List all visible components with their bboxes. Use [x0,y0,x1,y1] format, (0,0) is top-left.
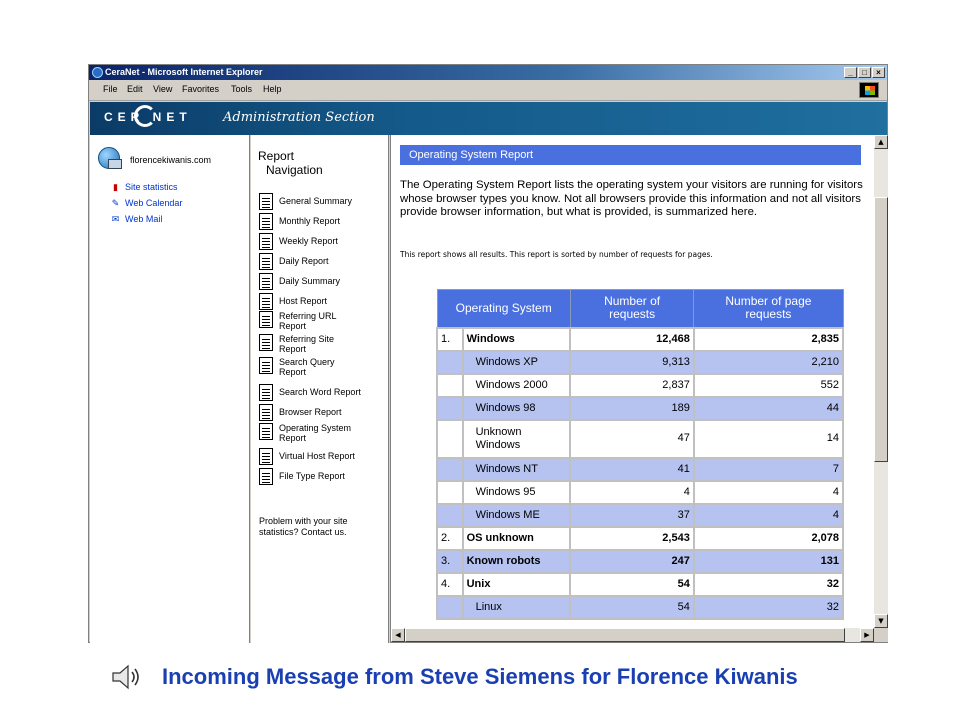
report-navigation [251,135,388,643]
nav-label: General Summary [279,196,353,206]
document-icon [259,213,273,230]
requests-cell: 247 [570,550,693,573]
document-icon [259,404,273,421]
row-index [437,351,463,374]
nav-general-summary[interactable] [259,193,387,210]
ceranet-logo: CER NET [104,110,192,124]
page-requests-cell: 4 [694,504,843,527]
nav-virtual-host-report[interactable] [259,448,387,465]
site-panel [90,135,249,643]
requests-cell: 54 [570,596,693,619]
nav-referring-site-report[interactable] [259,334,387,354]
col-requests: Number of requests [570,290,693,328]
vertical-scroll-thumb[interactable] [874,197,888,462]
requests-cell: 37 [570,504,693,527]
menu-bar [89,80,887,101]
menu-edit[interactable]: Edit [127,84,143,94]
page-requests-cell: 32 [694,596,843,619]
nav-label: Search Query Report [279,357,335,377]
os-name: Windows [463,328,571,351]
row-index: 1. [437,328,463,351]
menu-help[interactable]: Help [263,84,282,94]
scroll-down-icon[interactable]: ▼ [874,614,888,628]
ie-logo-icon [92,67,103,78]
requests-cell: 54 [570,573,693,596]
horizontal-scrollbar[interactable] [391,628,874,642]
web-mail-label: Web Mail [125,214,163,224]
table-row [437,374,843,397]
nav-label: Virtual Host Report [279,451,355,461]
requests-cell: 9,313 [570,351,693,374]
nav-host-report[interactable] [259,293,387,310]
table-row [437,351,843,374]
page-requests-cell: 2,078 [694,527,843,550]
requests-cell: 41 [570,458,693,481]
nav-label: Host Report [279,296,328,306]
col-operating-system: Operating System [437,290,570,328]
page-requests-cell: 7 [694,458,843,481]
requests-cell: 12,468 [570,328,693,351]
os-name: Unknown Windows [463,420,571,458]
incoming-message-caption: Incoming Message from Steve Siemens for Florence Kiwanis [162,664,798,689]
page-requests-cell: 552 [694,374,843,397]
document-icon [259,384,273,401]
report-intro: The Operating System Report lists the operating system your visitors are running for visitors whose browser types you know. Not all browsers provide this information and not all visitors provide browser information, but what is provided, is summarized here. [400,179,863,218]
row-index: 4. [437,573,463,596]
windows-logo-icon [859,82,879,98]
document-icon [259,273,273,290]
report-nav-title [258,149,323,177]
document-icon [259,253,273,270]
os-name: Windows 98 [463,397,571,420]
page-requests-cell: 131 [694,550,843,573]
page-requests-cell: 44 [694,397,843,420]
nav-weekly-report[interactable] [259,233,387,250]
vertical-scrollbar[interactable] [874,135,888,628]
requests-cell: 189 [570,397,693,420]
nav-label: Weekly Report [279,236,338,246]
nav-monthly-report[interactable] [259,213,387,230]
requests-cell: 47 [570,420,693,458]
nav-label: Referring Site Report [279,334,335,354]
nav-label: File Type Report [279,471,345,481]
os-name: Windows ME [463,504,571,527]
speaker-icon[interactable] [110,663,144,691]
nav-label: Monthly Report [279,216,341,226]
minimize-button[interactable]: _ [844,67,857,78]
nav-operating-system-report[interactable] [259,423,387,443]
window-title: CeraNet - Microsoft Internet Explorer [105,67,263,77]
document-icon [259,311,273,328]
menu-favorites[interactable]: Favorites [182,84,220,94]
document-icon [259,293,273,310]
page-requests-cell: 2,835 [694,328,843,351]
row-index [437,397,463,420]
os-name: Windows XP [463,351,571,374]
requests-cell: 4 [570,481,693,504]
table-row [437,573,843,596]
document-icon [259,468,273,485]
admin-banner [90,102,887,135]
site-statistics-label: Site statistics [125,182,178,192]
nav-file-type-report[interactable] [259,468,387,485]
menu-tools[interactable]: Tools [231,84,253,94]
report-note: This report shows all results. This report is sorted by number of requests for pages. [400,250,713,259]
row-index: 2. [437,527,463,550]
ceranet-ring-icon [134,105,156,127]
os-name: Linux [463,596,571,619]
scroll-left-icon[interactable]: ◀ [391,628,405,642]
nav-search-word-report[interactable] [259,384,387,401]
row-index [437,481,463,504]
row-index [437,374,463,397]
title-bar [89,65,887,80]
web-calendar-label: Web Calendar [125,198,183,208]
scroll-up-icon[interactable]: ▲ [874,135,888,149]
web-calendar-link[interactable] [110,195,182,211]
browser-window [88,64,888,643]
site-statistics-link[interactable] [110,179,182,195]
row-index [437,458,463,481]
row-index [437,420,463,458]
table-row [437,481,843,504]
os-name: Windows 2000 [463,374,571,397]
os-name: Unix [463,573,571,596]
mail-icon: ✉ [111,214,120,224]
page-requests-cell: 2,210 [694,351,843,374]
requests-cell: 2,543 [570,527,693,550]
nav-label: Referring URL Report [279,311,337,331]
nav-browser-report[interactable] [259,404,387,421]
horizontal-scroll-thumb[interactable] [405,628,845,642]
row-index [437,596,463,619]
computer-icon [108,159,122,169]
page-requests-cell: 4 [694,481,843,504]
requests-cell: 2,837 [570,374,693,397]
nav-label: Search Word Report [279,387,361,397]
document-icon [259,334,273,351]
page-requests-cell: 32 [694,573,843,596]
close-button[interactable]: × [872,67,885,78]
maximize-button[interactable]: □ [858,67,871,78]
menu-view[interactable]: View [153,84,173,94]
os-name: OS unknown [463,527,571,550]
nav-search-query-report[interactable] [259,357,387,377]
nav-daily-report[interactable] [259,253,387,270]
nav-label: Daily Report [279,256,329,266]
row-index [437,504,463,527]
menu-file[interactable]: File [103,84,118,94]
table-row [437,397,843,420]
page-requests-cell: 14 [694,420,843,458]
contact-support-link[interactable]: Problem with your site statistics? Contact us. [259,516,348,537]
calendar-icon: ✎ [111,198,120,208]
banner-section-title: Administration Section [223,110,375,125]
scroll-right-icon[interactable]: ▶ [860,628,874,642]
os-name: Known robots [463,550,571,573]
document-icon [259,233,273,250]
nav-daily-summary[interactable] [259,273,387,290]
bar-chart-icon: ▮ [113,182,118,192]
table-row [437,458,843,481]
nav-referring-url-report[interactable] [259,311,387,331]
report-title: Operating System Report [400,145,861,165]
row-index: 3. [437,550,463,573]
os-table [436,289,844,620]
table-row [437,550,843,573]
report-content [391,135,874,628]
nav-label: Operating System Report [279,423,352,443]
table-row [437,328,843,351]
document-icon [259,448,273,465]
table-row [437,420,843,458]
table-row [437,504,843,527]
document-icon [259,423,273,440]
report-nav-title-line1: Report [258,149,295,163]
os-name: Windows NT [463,458,571,481]
web-mail-link[interactable] [110,211,182,227]
report-nav-title-line2: Navigation [266,163,323,177]
nav-label: Daily Summary [279,276,341,286]
site-name: florencekiwanis.com [130,155,212,165]
table-row [437,527,843,550]
document-icon [259,193,273,210]
scrollbar-corner [874,628,888,642]
col-page-requests: Number of page requests [694,290,843,328]
os-name: Windows 95 [463,481,571,504]
document-icon [259,357,273,374]
table-row [437,596,843,619]
nav-label: Browser Report [279,407,342,417]
